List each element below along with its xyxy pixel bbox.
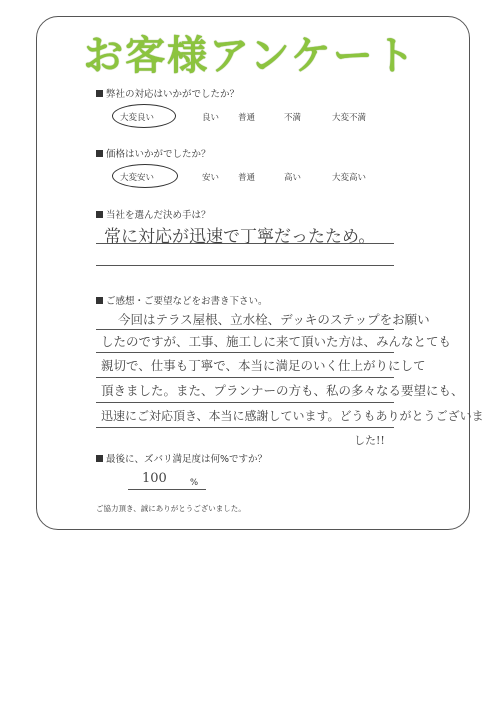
question-5-label: 最後に、ズバリ満足度は何%ですか？: [106, 454, 268, 465]
question-3-label: 当社を選んだ決め手は？: [106, 210, 211, 221]
q2-option-4[interactable]: 高い: [284, 173, 302, 183]
question-1-label: 弊社の対応はいかがでしたか？: [106, 89, 240, 100]
square-bullet-icon: [96, 90, 103, 97]
question-3: [96, 207, 211, 221]
q5-value: 100: [142, 471, 167, 486]
q2-option-1[interactable]: 大変安い: [120, 173, 155, 183]
answer-line: [96, 377, 394, 378]
q2-option-3[interactable]: 普通: [238, 173, 256, 183]
q2-selected-circle: [112, 164, 178, 188]
q4-line-1: 今回はテラス屋根、立水栓、デッキのステップをお願い: [118, 312, 430, 327]
footer-thanks: ご協力頂き、誠にありがとうございました。: [96, 504, 246, 513]
square-bullet-icon: [96, 211, 103, 218]
q4-line-2: したのですが、工事、施工しに来て頂いた方は、みんなとても: [101, 334, 452, 349]
q1-selected-circle: [112, 104, 176, 128]
answer-line: [96, 427, 394, 428]
q4-line-6: した!!: [354, 434, 385, 447]
question-2: [96, 146, 211, 160]
q1-option-3[interactable]: 普通: [238, 113, 256, 123]
question-4: [96, 293, 268, 307]
q1-option-1[interactable]: 大変良い: [120, 113, 155, 123]
answer-line: [96, 243, 394, 244]
q5-unit: %: [190, 478, 199, 488]
square-bullet-icon: [96, 150, 103, 157]
q1-option-4[interactable]: 不満: [284, 113, 302, 123]
q2-option-5[interactable]: 大変高い: [332, 173, 367, 183]
q4-line-4: 頂きました。また、プランナーの方も、私の多々なる要望にも、: [101, 383, 464, 398]
q3-answer: 常に対応が迅速で丁寧だったため。: [104, 227, 376, 247]
square-bullet-icon: [96, 297, 103, 304]
square-bullet-icon: [96, 455, 103, 462]
question-5: [96, 451, 267, 465]
page-title: お客様アンケート: [83, 33, 417, 79]
q1-option-5[interactable]: 大変不満: [332, 113, 367, 123]
answer-line: [96, 352, 394, 353]
question-4-label: ご感想・ご要望などをお書き下さい。: [106, 296, 268, 307]
question-2-label: 価格はいかがでしたか？: [106, 149, 211, 160]
q2-option-2[interactable]: 安い: [202, 173, 220, 183]
q1-option-2[interactable]: 良い: [202, 113, 220, 123]
answer-line: [96, 402, 394, 403]
question-1: [96, 86, 239, 100]
answer-line: [96, 329, 394, 330]
q4-line-5: 迅速にご対応頂き、本当に感謝しています。どうもありがとうございま: [101, 409, 484, 423]
value-line: [128, 489, 206, 490]
answer-line: [96, 265, 394, 266]
q4-line-3: 親切で、仕事も丁寧で、本当に満足のいく仕上がりにして: [101, 358, 426, 373]
